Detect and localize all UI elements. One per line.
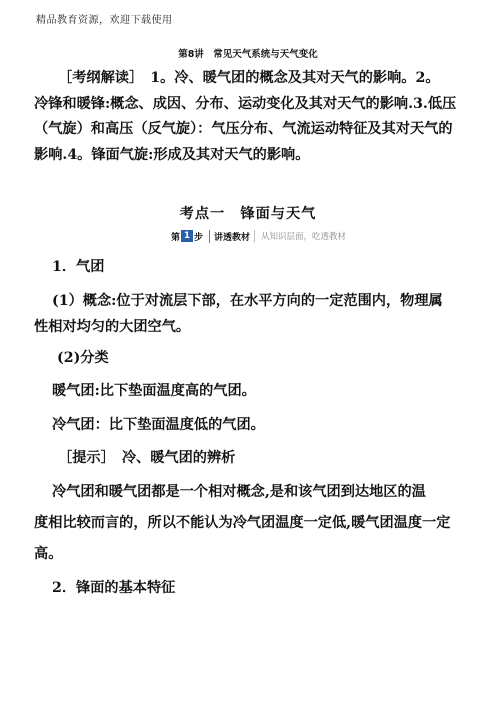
cold-air-mass-line: 冷气团：比下垫面温度低的气团。	[52, 417, 265, 433]
syllabus-line: （气旋）和高压（反气旋）：气压分布、气流运动特征及其对天气的	[34, 121, 453, 137]
lecture-title: 第8讲 常见天气系统与天气变化	[178, 49, 318, 60]
heading-front-features: 2．锋面的基本特征	[52, 580, 176, 596]
heading-air-mass: 1．气团	[52, 259, 105, 275]
syllabus-line: ［考纲解读］ 1。冷、暖气团的概念及其对天气的影响。2。	[58, 70, 440, 86]
tip-line: 度相比较而言的，所以不能认为冷气团温度一定低,暖气团温度一定	[34, 515, 451, 531]
concept-line: 性相对均匀的大团空气。	[34, 319, 191, 335]
step-main-label: 讲透教材	[209, 230, 254, 243]
step-number-badge: 1	[181, 230, 193, 242]
step-prefix: 第	[171, 232, 181, 243]
section-title: 考点一 锋面与天气	[179, 206, 317, 222]
step-suffix: 步	[194, 232, 204, 243]
tip-line: 冷气团和暖气团都是一个相对概念,是和该气团到达地区的温	[52, 484, 426, 500]
tip-line: 高。	[34, 546, 63, 562]
tip-title: ［提示］ 冷、暖气团的辨析	[58, 450, 236, 466]
warm-air-mass-line: 暖气团:比下垫面温度高的气团。	[52, 383, 256, 399]
step-banner	[171, 229, 346, 243]
syllabus-line: 影响.4。锋面气旋:形成及其对天气的影响。	[34, 146, 310, 163]
classification-heading: (2)分类	[57, 350, 109, 366]
syllabus-line: 冷锋和暖锋:概念、成因、分布、运动变化及其对天气的影响.3.低压	[34, 95, 457, 112]
step-sub-label: 从知识层面，吃透教材	[254, 230, 346, 242]
syllabus-section	[34, 66, 464, 168]
page-motto: 精品教育资源，欢迎下载使用	[36, 15, 173, 26]
concept-line: (1）概念:位于对流层下部，在水平方向的一定范围内，物理属	[52, 293, 443, 309]
